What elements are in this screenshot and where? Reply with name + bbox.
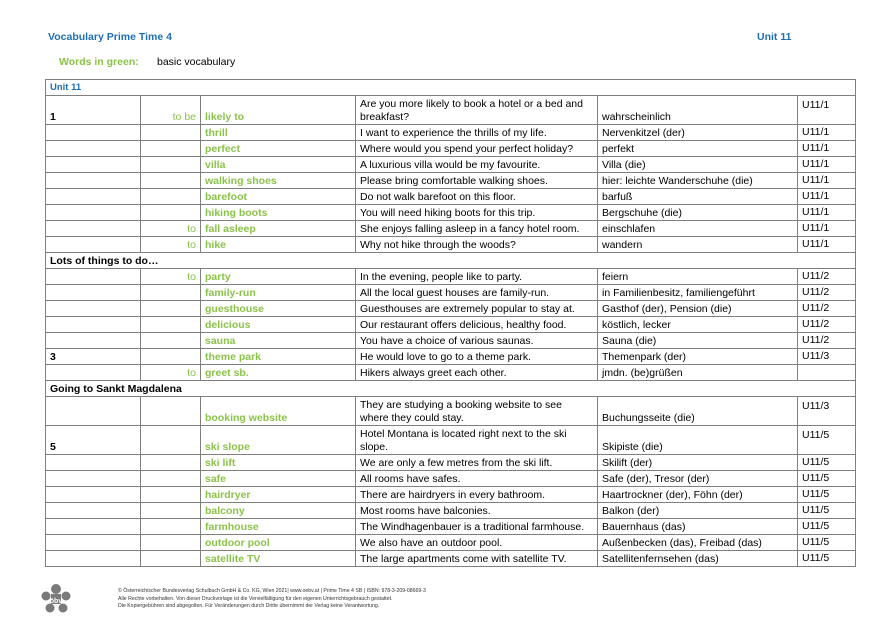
- example-sentence: Hikers always greet each other.: [356, 365, 598, 381]
- infinitive-marker: [141, 397, 201, 426]
- vocab-row: [46, 471, 856, 487]
- infinitive-marker: to: [141, 269, 201, 285]
- footer-line: Alle Rechte vorbehalten. Von dieser Druckvorlage ist die Vervielfältigung für den eigenen Unterrichtsgebrauch gestattet.: [118, 595, 393, 602]
- vocab-word: villa: [201, 157, 356, 173]
- vocab-row: [46, 221, 856, 237]
- unit-reference: U11/1: [798, 157, 856, 173]
- infinitive-marker: [141, 535, 201, 551]
- infinitive-marker: [141, 426, 201, 455]
- vocab-word: outdoor pool: [201, 535, 356, 551]
- vocab-row: [46, 349, 856, 365]
- vocab-row: [46, 535, 856, 551]
- german-translation: Haartrockner (der), Föhn (der): [598, 487, 798, 503]
- exercise-number: [46, 157, 141, 173]
- exercise-number: [46, 173, 141, 189]
- infinitive-marker: [141, 503, 201, 519]
- example-sentence: Please bring comfortable walking shoes.: [356, 173, 598, 189]
- german-translation: Nervenkitzel (der): [598, 125, 798, 141]
- example-sentence: I want to experience the thrills of my life.: [356, 125, 598, 141]
- vocab-row: [46, 317, 856, 333]
- vocab-word: family-run: [201, 285, 356, 301]
- unit-reference: U11/2: [798, 285, 856, 301]
- example-sentence: They are studying a booking website to see where they could stay.: [356, 397, 598, 426]
- vocab-word: likely to: [201, 96, 356, 125]
- german-translation: in Familienbesitz, familiengeführt: [598, 285, 798, 301]
- exercise-number: 1: [46, 96, 141, 125]
- german-translation: Bergschuhe (die): [598, 205, 798, 221]
- exercise-number: [46, 285, 141, 301]
- example-sentence: All the local guest houses are family-run.: [356, 285, 598, 301]
- infinitive-marker: to: [141, 221, 201, 237]
- example-sentence: He would love to go to a theme park.: [356, 349, 598, 365]
- vocab-word: ski slope: [201, 426, 356, 455]
- vocab-row: [46, 237, 856, 253]
- example-sentence: Our restaurant offers delicious, healthy food.: [356, 317, 598, 333]
- unit-reference: U11/1: [798, 205, 856, 221]
- german-translation: Skipiste (die): [598, 426, 798, 455]
- vocab-word: booking website: [201, 397, 356, 426]
- german-translation: Bauernhaus (das): [598, 519, 798, 535]
- example-sentence: Guesthouses are extremely popular to stay at.: [356, 301, 598, 317]
- footer-line: Die Kopiergebühren sind abgegolten. Für Veränderungen durch Dritte übernimmt der Verlag keine Verantwortung.: [118, 603, 380, 610]
- vocab-word: thrill: [201, 125, 356, 141]
- unit-reference: U11/2: [798, 301, 856, 317]
- example-sentence: A luxurious villa would be my favourite.: [356, 157, 598, 173]
- vocab-row: [46, 173, 856, 189]
- german-translation: Satellitenfernsehen (das): [598, 551, 798, 567]
- vocab-row: [46, 426, 856, 455]
- german-translation: wandern: [598, 237, 798, 253]
- exercise-number: [46, 397, 141, 426]
- example-sentence: Where would you spend your perfect holiday?: [356, 141, 598, 157]
- vocab-word: ski lift: [201, 455, 356, 471]
- vocab-row: [46, 503, 856, 519]
- vocab-row: [46, 301, 856, 317]
- unit-reference: U11/5: [798, 455, 856, 471]
- example-sentence: Are you more likely to book a hotel or a bed and breakfast?: [356, 96, 598, 125]
- infinitive-marker: [141, 317, 201, 333]
- vocab-row: [46, 189, 856, 205]
- vocab-row: [46, 141, 856, 157]
- vocab-word: farmhouse: [201, 519, 356, 535]
- unit-reference: U11/5: [798, 535, 856, 551]
- unit-reference: U11/5: [798, 519, 856, 535]
- german-translation: Gasthof (der), Pension (die): [598, 301, 798, 317]
- exercise-number: [46, 365, 141, 381]
- example-sentence: She enjoys falling asleep in a fancy hotel room.: [356, 221, 598, 237]
- exercise-number: [46, 487, 141, 503]
- unit-reference: U11/1: [798, 189, 856, 205]
- vocab-word: satellite TV: [201, 551, 356, 567]
- infinitive-marker: [141, 471, 201, 487]
- infinitive-marker: [141, 157, 201, 173]
- infinitive-marker: [141, 125, 201, 141]
- exercise-number: [46, 333, 141, 349]
- exercise-number: [46, 455, 141, 471]
- vocab-row: [46, 487, 856, 503]
- exercise-number: [46, 125, 141, 141]
- example-sentence: We also have an outdoor pool.: [356, 535, 598, 551]
- exercise-number: [46, 269, 141, 285]
- unit-reference: U11/2: [798, 333, 856, 349]
- unit-reference: U11/1: [798, 141, 856, 157]
- example-sentence: The Windhagenbauer is a traditional farmhouse.: [356, 519, 598, 535]
- vocab-row: [46, 96, 856, 125]
- infinitive-marker: [141, 301, 201, 317]
- exercise-number: [46, 317, 141, 333]
- vocab-row: [46, 333, 856, 349]
- infinitive-marker: [141, 349, 201, 365]
- infinitive-marker: [141, 487, 201, 503]
- vocab-word: balcony: [201, 503, 356, 519]
- infinitive-marker: [141, 189, 201, 205]
- unit-reference: U11/1: [798, 96, 856, 125]
- example-sentence: All rooms have safes.: [356, 471, 598, 487]
- vocab-row: [46, 397, 856, 426]
- infinitive-marker: to: [141, 237, 201, 253]
- vocab-row: [46, 365, 856, 381]
- exercise-number: [46, 519, 141, 535]
- unit-reference: U11/3: [798, 397, 856, 426]
- vocab-row: [46, 269, 856, 285]
- infinitive-marker: [141, 333, 201, 349]
- unit-reference: U11/2: [798, 317, 856, 333]
- example-sentence: The large apartments come with satellite TV.: [356, 551, 598, 567]
- vocab-word: delicious: [201, 317, 356, 333]
- unit-reference: U11/5: [798, 551, 856, 567]
- vocab-word: hiking boots: [201, 205, 356, 221]
- example-sentence: You will need hiking boots for this trip.: [356, 205, 598, 221]
- section-heading: Lots of things to do…: [46, 253, 856, 269]
- german-translation: Safe (der), Tresor (der): [598, 471, 798, 487]
- unit-reference: U11/5: [798, 503, 856, 519]
- infinitive-marker: [141, 285, 201, 301]
- unit-heading: Unit 11: [46, 80, 856, 96]
- unit-reference: U11/1: [798, 221, 856, 237]
- document-title: Vocabulary Prime Time 4: [48, 31, 172, 43]
- legend-label: Words in green:: [59, 56, 139, 68]
- unit-reference: U11/5: [798, 471, 856, 487]
- unit-reference: U11/2: [798, 269, 856, 285]
- german-translation: Sauna (die): [598, 333, 798, 349]
- german-translation: köstlich, lecker: [598, 317, 798, 333]
- vocab-row: [46, 157, 856, 173]
- german-translation: feiern: [598, 269, 798, 285]
- unit-reference: U11/3: [798, 349, 856, 365]
- exercise-number: [46, 221, 141, 237]
- vocab-word: barefoot: [201, 189, 356, 205]
- german-translation: Außenbecken (das), Freibad (das): [598, 535, 798, 551]
- unit-reference: U11/1: [798, 125, 856, 141]
- german-translation: Balkon (der): [598, 503, 798, 519]
- german-translation: Villa (die): [598, 157, 798, 173]
- vocab-row: [46, 455, 856, 471]
- vocab-word: theme park: [201, 349, 356, 365]
- vocab-word: hairdryer: [201, 487, 356, 503]
- infinitive-marker: to be: [141, 96, 201, 125]
- german-translation: hier: leichte Wanderschuhe (die): [598, 173, 798, 189]
- vocab-word: walking shoes: [201, 173, 356, 189]
- infinitive-marker: [141, 519, 201, 535]
- vocab-word: greet sb.: [201, 365, 356, 381]
- german-translation: Themenpark (der): [598, 349, 798, 365]
- vocab-word: sauna: [201, 333, 356, 349]
- german-translation: barfuß: [598, 189, 798, 205]
- unit-reference: U11/1: [798, 173, 856, 189]
- vocabulary-table: [45, 79, 856, 567]
- section-heading-row: [46, 381, 856, 397]
- example-sentence: You have a choice of various saunas.: [356, 333, 598, 349]
- unit-reference: U11/5: [798, 426, 856, 455]
- example-sentence: We are only a few metres from the ski lift.: [356, 455, 598, 471]
- infinitive-marker: [141, 141, 201, 157]
- german-translation: jmdn. (be)grüßen: [598, 365, 798, 381]
- infinitive-marker: [141, 455, 201, 471]
- german-translation: wahrscheinlich: [598, 96, 798, 125]
- vocab-word: guesthouse: [201, 301, 356, 317]
- vocab-row: [46, 519, 856, 535]
- german-translation: Buchungsseite (die): [598, 397, 798, 426]
- infinitive-marker: [141, 205, 201, 221]
- example-sentence: Do not walk barefoot on this floor.: [356, 189, 598, 205]
- exercise-number: 5: [46, 426, 141, 455]
- unit-heading-row: [46, 80, 856, 96]
- exercise-number: [46, 237, 141, 253]
- footer-line: © Österreichischer Bundesverlag Schulbuch GmbH & Co. KG, Wien 2021| www.oebv.at | Prime Time 4 SB | ISBN: 978-3-209-08669-3: [118, 588, 426, 594]
- section-heading-row: [46, 253, 856, 269]
- exercise-number: [46, 535, 141, 551]
- exercise-number: [46, 205, 141, 221]
- vocab-row: [46, 205, 856, 221]
- vocab-row: [46, 125, 856, 141]
- german-translation: perfekt: [598, 141, 798, 157]
- vocab-word: perfect: [201, 141, 356, 157]
- unit-reference: [798, 365, 856, 381]
- vocab-word: hike: [201, 237, 356, 253]
- exercise-number: [46, 141, 141, 157]
- infinitive-marker: to: [141, 365, 201, 381]
- copyright-footer: [118, 588, 426, 611]
- exercise-number: [46, 503, 141, 519]
- example-sentence: Why not hike through the woods?: [356, 237, 598, 253]
- german-translation: Skilift (der): [598, 455, 798, 471]
- obv-logo: [40, 583, 72, 617]
- unit-label: Unit 11: [757, 31, 792, 43]
- exercise-number: [46, 471, 141, 487]
- german-translation: einschlafen: [598, 221, 798, 237]
- exercise-number: [46, 301, 141, 317]
- infinitive-marker: [141, 173, 201, 189]
- example-sentence: There are hairdryers in every bathroom.: [356, 487, 598, 503]
- vocab-word: safe: [201, 471, 356, 487]
- vocab-row: [46, 551, 856, 567]
- example-sentence: Most rooms have balconies.: [356, 503, 598, 519]
- vocab-word: party: [201, 269, 356, 285]
- infinitive-marker: [141, 551, 201, 567]
- vocab-word: fall asleep: [201, 221, 356, 237]
- unit-reference: U11/5: [798, 487, 856, 503]
- logo-text: öbv: [49, 598, 63, 605]
- exercise-number: [46, 551, 141, 567]
- example-sentence: Hotel Montana is located right next to the ski slope.: [356, 426, 598, 455]
- example-sentence: In the evening, people like to party.: [356, 269, 598, 285]
- section-heading: Going to Sankt Magdalena: [46, 381, 856, 397]
- exercise-number: 3: [46, 349, 141, 365]
- unit-reference: U11/1: [798, 237, 856, 253]
- legend-text: basic vocabulary: [157, 56, 236, 68]
- exercise-number: [46, 189, 141, 205]
- vocab-row: [46, 285, 856, 301]
